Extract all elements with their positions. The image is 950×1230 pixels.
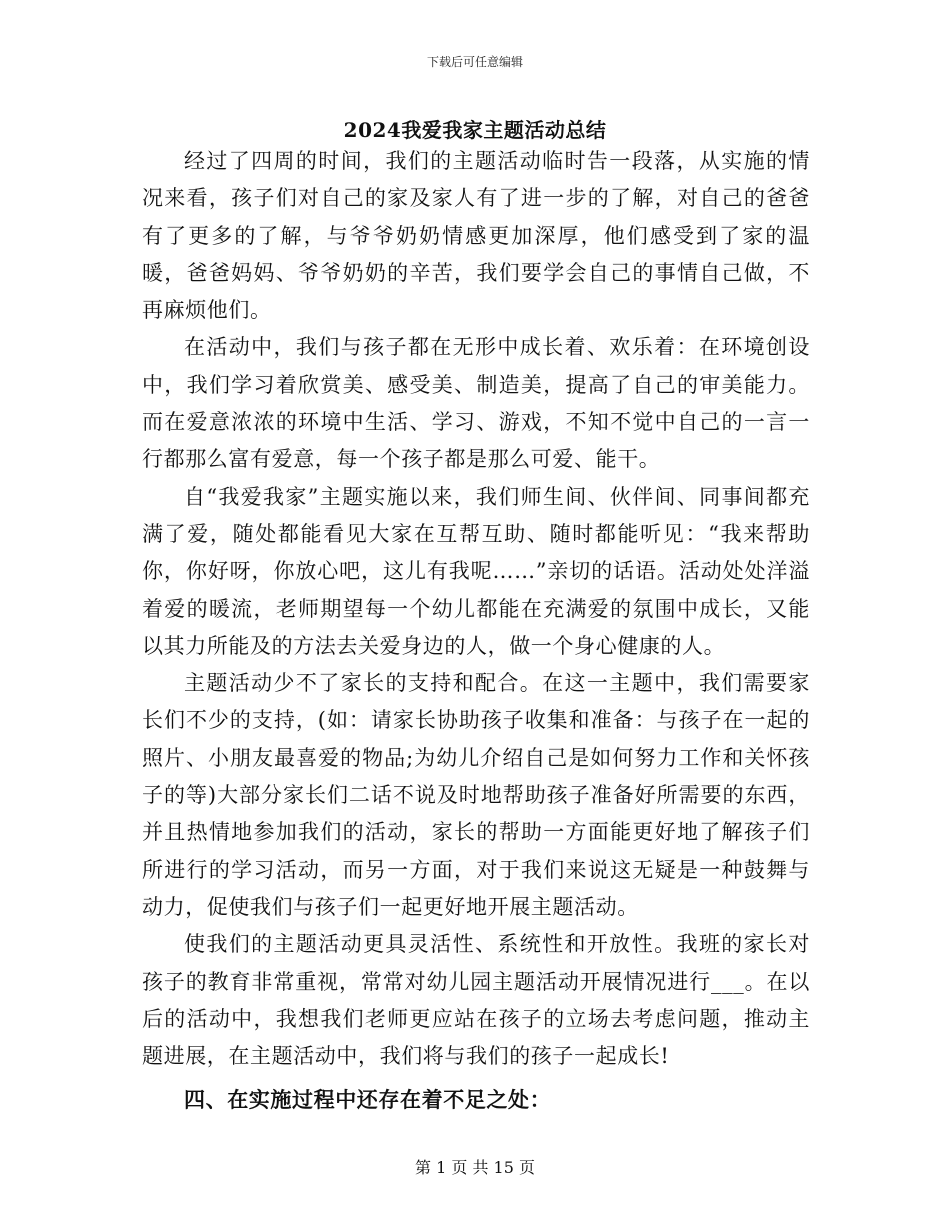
paragraph: 主题活动少不了家长的支持和配合。在这一主题中，我们需要家长们不少的支持，(如：请家长协助孩子收集和准备：与孩子在一起的照片、小朋友最喜爱的物品;为幼儿介绍自己是如何努力工作和关怀孩子的等)大部分家长们二话不说及时地帮助孩子准备好所需要的东西，并且热情地参加我们的活动，家长的帮助一方面能更好地了解孩子们所进行的学习活动，而另一方面，对于我们来说这无疑是一种鼓舞与动力，促使我们与孩子们一起更好地开展主题活动。 bbox=[142, 671, 810, 919]
paragraph: 自“我爱我家”主题实施以来，我们师生间、伙伴间、同事间都充满了爱，随处都能看见大家在互帮互助、随时都能听见：“我来帮助你，你好呀，你放心吧，这儿有我呢……”亲切的话语。活动处处洋溢着爱的暖流，老师期望每一个幼儿都能在充满爱的氛围中成长，又能以其力所能及的方法去关爱身边的人，做一个身心健康的人。 bbox=[142, 484, 810, 658]
section-heading: 四、在实施过程中还存在着不足之处： bbox=[184, 1087, 552, 1113]
header-note: 下载后可任意编辑 bbox=[426, 55, 523, 69]
page-number: 第 1 页 共 15 页 bbox=[415, 1158, 535, 1177]
paragraph: 经过了四周的时间，我们的主题活动临时告一段落，从实施的情况来看，孩子们对自己的家及家人有了进一步的了解，对自己的爸爸有了更多的了解，与爷爷奶奶情感更加深厚，他们感受到了家的温暖，爸爸妈妈、爷爷奶奶的辛苦，我们要学会自己的事情自己做，不再麻烦他们。 bbox=[142, 149, 810, 323]
paragraph: 在活动中，我们与孩子都在无形中成长着、欢乐着：在环境创设中，我们学习着欣赏美、感受美、制造美，提高了自己的审美能力。而在爱意浓浓的环境中生活、学习、游戏，不知不觉中自己的一言一行都那么富有爱意，每一个孩子都是那么可爱、能干。 bbox=[142, 335, 810, 472]
document-body bbox=[142, 143, 810, 1119]
document-title: 2024我爱我家主题活动总结 bbox=[343, 118, 607, 142]
paragraph: 使我们的主题活动更具灵活性、系统性和开放性。我班的家长对孩子的教育非常重视，常常对幼儿园主题活动开展情况进行___。在以后的活动中，我想我们老师更应站在孩子的立场去考虑问题，推动主题进展，在主题活动中，我们将与我们的孩子一起成长! bbox=[142, 932, 810, 1069]
